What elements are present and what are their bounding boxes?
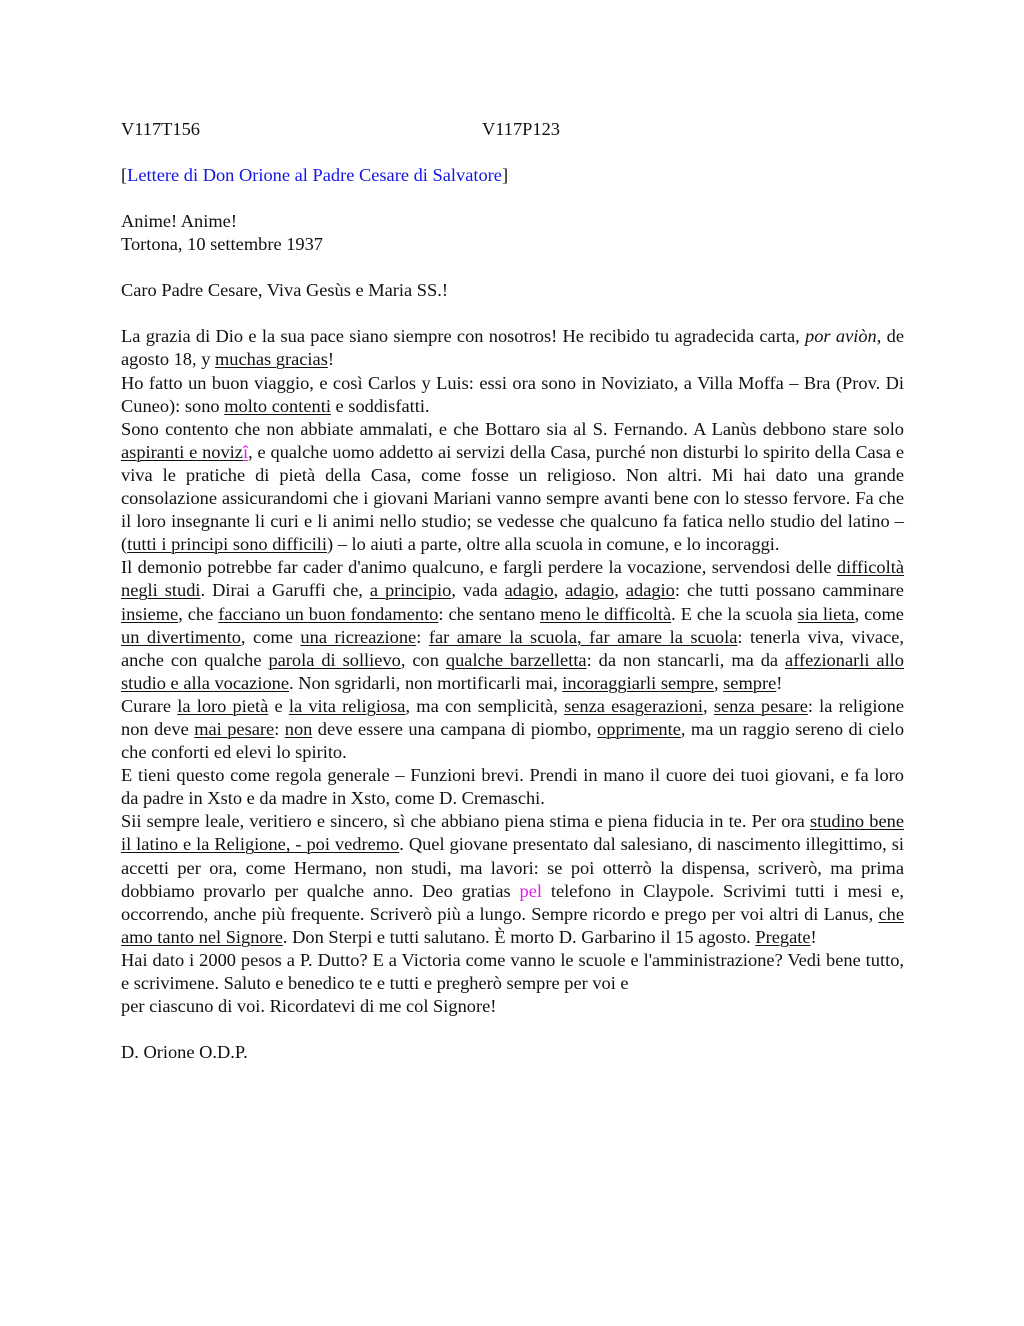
signature: D. Orione O.D.P. <box>121 1042 248 1063</box>
emphasized-text: meno le difficoltà <box>540 603 672 624</box>
text-run: ) – lo aiuti a parte, oltre alla scuola in comune, e lo incoraggi. <box>327 534 780 555</box>
text-run: : la religione non deve <box>121 695 905 739</box>
text-run: , <box>614 580 626 601</box>
text-run: , con <box>400 649 446 670</box>
emphasized-text: facciano un buon fondamento <box>218 603 439 624</box>
motto: Anime! Anime! <box>121 211 237 232</box>
letter-body <box>121 325 904 1018</box>
text-run: : <box>416 626 429 647</box>
emphasized-text: muchas gracias <box>215 349 328 370</box>
emphasized-text: sempre <box>723 672 777 693</box>
text-run: Ho fatto un buon viaggio, e così Carlos y Luis: essi ora sono in Noviziato, a Villa Moffa – Bra (Prov. Di Cuneo): sono <box>121 372 904 416</box>
text-run: , <box>703 695 714 716</box>
letter-paragraph <box>121 810 904 949</box>
emphasized-text: la loro pietà <box>177 695 269 716</box>
text-run: , de agosto 18, y <box>121 326 904 370</box>
emphasized-text: qualche barzelletta <box>445 649 587 670</box>
text-run: . Quel giovane presentato dal salesiano, di nascimento illegittimo, si accetti per ora, come Hermano, non studi, ma lavori: se poi otterrò la dispensa, scriverò, ma prima dobbiamo provarlo per qualche anno. Deo gratias <box>121 834 904 901</box>
emphasized-text: senza pesare <box>713 695 808 716</box>
letter-paragraph <box>121 949 904 995</box>
text-run: Hai dato i 2000 pesos a P. Dutto? E a Victoria come vanno le scuole e l'amministrazione? Vedi bene tutto, e scrivimene. Saluto e benedico te e tutti e pregherò sempre per voi e <box>121 949 904 993</box>
letter-paragraph <box>121 695 904 764</box>
emphasized-text: la vita religiosa <box>288 695 406 716</box>
text-run: ! <box>327 349 334 370</box>
text-run: La grazia di Dio e la sua pace siano siempre con nosotros! He recibido tu agradecida carta, <box>121 326 806 347</box>
text-run: ! <box>810 926 817 947</box>
text-run: Curare <box>121 695 178 716</box>
emphasized-text: difficoltà negli studi <box>121 557 904 601</box>
emphasized-text: parola di sollievo <box>268 649 401 670</box>
emphasized-text: pel <box>519 880 542 901</box>
emphasized-text: affezionarli allo studio e alla vocazione <box>121 649 904 693</box>
emphasized-text: mai pesare <box>194 718 275 739</box>
text-run: Il demonio potrebbe far cader d'animo qualcuno, e fargli perdere la vocazione, servendosi delle <box>121 557 837 578</box>
letter-paragraph <box>121 995 904 1018</box>
letter-paragraph <box>121 764 904 810</box>
text-run: e <box>268 695 289 716</box>
volume-text-id: V117T156 <box>121 119 201 139</box>
emphasized-text: incoraggiarli sempre <box>562 672 714 693</box>
text-run: E tieni questo come regola generale – Funzioni brevi. Prendi in mano il cuore dei tuoi giovani, e fa loro da padre in Xsto e da madre in Xsto, come D. Cremaschi. <box>121 765 904 809</box>
letter-paragraph <box>121 325 904 371</box>
emphasized-text: Pregate <box>755 926 811 947</box>
emphasized-text: tutti i principi sono difficili <box>127 534 328 555</box>
text-run: , e qualche uomo addetto ai servizi della Casa, purché non disturbi lo spirito della Casa e viva le pratiche di pietà della Casa, come fosse un religioso. Non altri. Mi hai dato una grande consolazione assicurandomi che i giovani Mariani vanno sempre avanti bene con lo stesso fervore. Fa che il loro insegnante li curi e li animi nello studio; se vedesse che qualcuno fa fatica nello studio del latino – ( <box>121 441 904 555</box>
text-run: , come <box>854 603 904 624</box>
text-run: ! <box>776 672 783 693</box>
emphasized-text: non <box>284 718 313 739</box>
emphasized-text: aspiranti e noviz <box>121 441 243 462</box>
text-run: : <box>274 718 285 739</box>
text-run: : che tutti possano camminare <box>674 580 904 601</box>
text-run: , ma con semplicità, <box>405 695 565 716</box>
text-run: telefono in Claypole. Scrivimi tutti i mesi e, occorrendo, anche più frequente. Scriverò più a lungo. Sempre ricordo e prego per voi altri di Lanus, <box>121 880 904 924</box>
emphasized-text: adagio <box>565 580 615 601</box>
emphasized-text: a principio <box>369 580 452 601</box>
text-run: , ma un raggio sereno di cielo che conforti ed elevi lo spirito. <box>121 718 905 763</box>
emphasized-text: che amo tanto nel Signore <box>121 903 904 947</box>
text-run: Sono contento che non abbiate ammalati, e che Bottaro sia al S. Fernando. A Lanùs debbono stare solo <box>121 418 904 439</box>
emphasized-text: insieme <box>121 603 179 624</box>
text-run: deve essere una campana di piombo, <box>312 718 598 739</box>
text-run: : tenerla viva, vivace, anche con qualche <box>121 626 904 670</box>
text-run: Sii sempre leale, veritiero e sincero, sì che abbiano piena stima e piena fiducia in te. Per ora <box>121 811 810 832</box>
text-run: , <box>713 672 724 693</box>
text-run: . Don Sterpi e tutti salutano. È morto D. Garbarino il 15 agosto. <box>282 926 756 947</box>
text-run: . Non sgridarli, non mortificarli mai, <box>289 672 563 693</box>
text-run: , come <box>240 626 301 647</box>
emphasized-text: far amare la scuola, far amare la scuola <box>428 626 738 647</box>
text-run: per ciascuno di voi. Ricordatevi di me col Signore! <box>121 996 497 1017</box>
text-run: e soddisfatti. <box>330 395 430 416</box>
emphasized-text: una ricreazione <box>300 626 417 647</box>
emphasized-text: molto contenti <box>224 395 331 416</box>
text-run: : che sentano <box>438 603 541 624</box>
text-run: . E che la scuola <box>671 603 798 624</box>
emphasized-text: sia lieta <box>797 603 855 624</box>
volume-page-id: V117P123 <box>482 119 560 139</box>
emphasized-text: studino bene il latino e la Religione, - poi vedremo <box>121 811 904 855</box>
letter-paragraph <box>121 372 904 418</box>
text-run: , che <box>178 603 219 624</box>
text-run: : da non stancarli, ma da <box>586 649 786 670</box>
emphasized-text: adagio <box>625 580 675 601</box>
emphasized-text: opprimente <box>597 718 681 739</box>
collection-link[interactable]: Lettere di Don Orione al Padre Cesare di Salvatore <box>127 165 502 185</box>
letter-paragraph <box>121 556 904 695</box>
emphasized-text: senza esagerazioni <box>564 695 704 716</box>
place-date: Tortona, 10 settembre 1937 <box>121 234 323 255</box>
emphasized-text: î <box>242 441 249 462</box>
text-run: . Dirai a Garuffi che, <box>200 580 370 601</box>
emphasized-text: adagio <box>504 580 554 601</box>
emphasized-text: un divertimento <box>121 626 241 647</box>
letter-paragraph <box>121 418 904 557</box>
document-ids <box>121 118 904 141</box>
greeting: Caro Padre Cesare, Viva Gesùs e Maria SS.! <box>121 280 448 301</box>
emphasized-text: por aviòn <box>805 326 877 347</box>
text-run: , vada <box>451 580 505 601</box>
letter-page <box>121 118 904 1064</box>
collection-title: [Lettere di Don Orione al Padre Cesare di Salvatore] <box>121 165 509 185</box>
text-run: , <box>553 580 566 601</box>
